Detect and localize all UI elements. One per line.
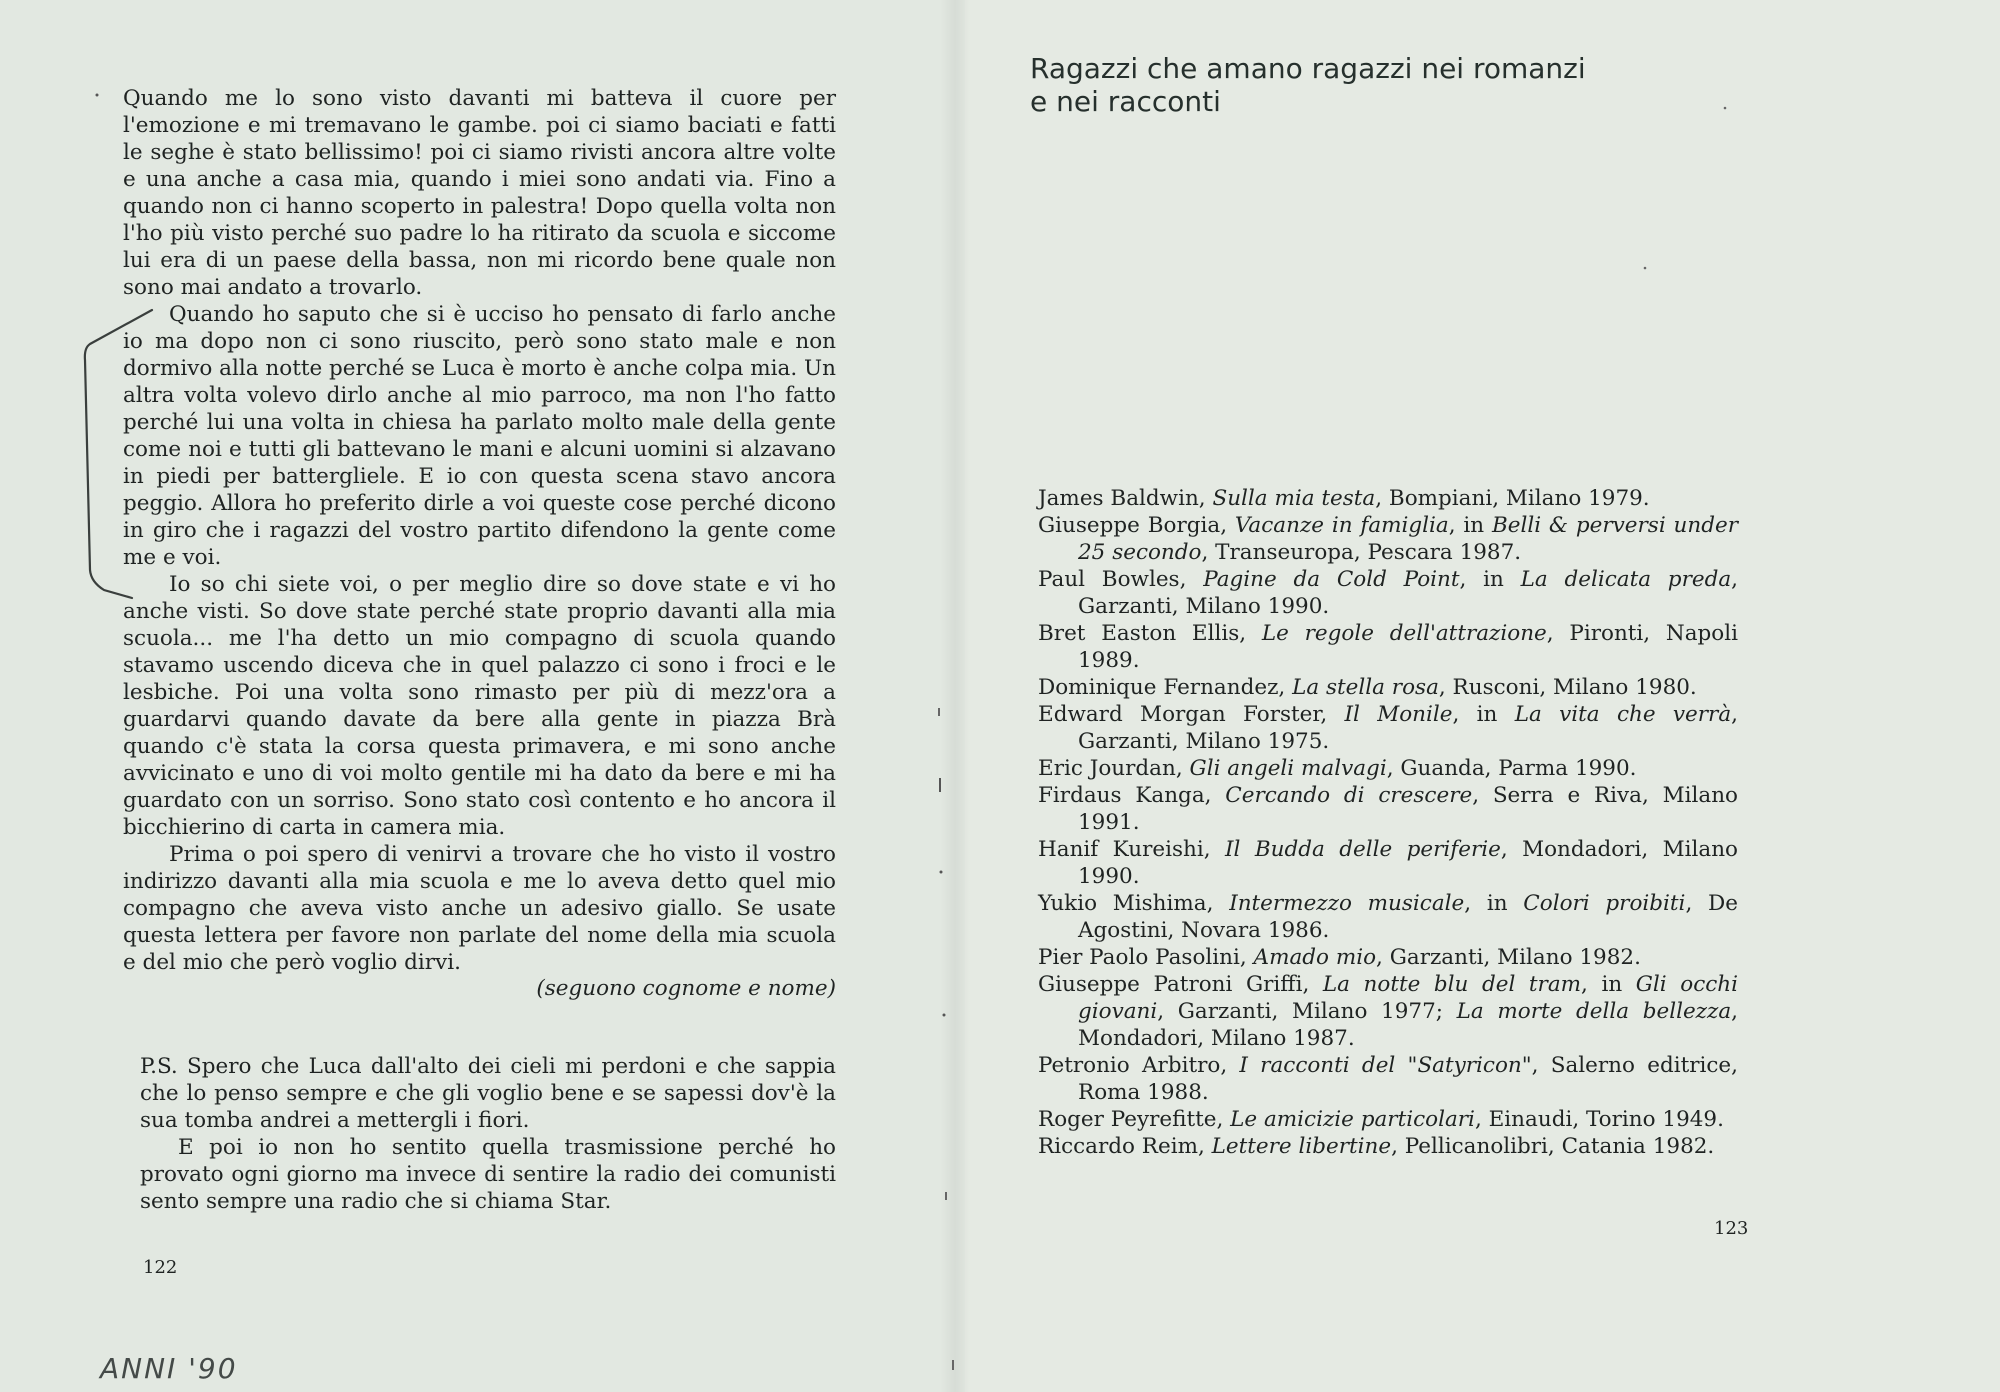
postscript-paragraph: P.S. Spero che Luca dall'alto dei cieli mi perdoni e che sappia che lo penso sempre e che gli voglio bene e se sapessi dov'è la sua tomba andrei a mettergli i fiori. — [140, 1054, 836, 1133]
publication-info: , in — [1448, 513, 1492, 538]
work-title: Belli & perversi under 25 secondo — [1078, 513, 1738, 565]
work-title: Sulla mia testa — [1212, 486, 1376, 511]
work-title: Vacanze in famiglia — [1234, 513, 1449, 538]
publication-info: , in — [1459, 567, 1521, 592]
work-title: Cercando di crescere — [1225, 783, 1473, 808]
page-number-left: 122 — [143, 1257, 178, 1278]
work-title: La delicata preda — [1520, 567, 1732, 592]
work-title: Intermezzo musicale — [1229, 891, 1465, 916]
handwritten-note: ANNI '90 — [100, 1352, 238, 1385]
author-name: James Baldwin, — [1038, 486, 1213, 511]
publication-info: , Garzanti, Milano 1990. — [1078, 567, 1738, 619]
letter-paragraph: Prima o poi spero di venirvi a trovare che ho visto il vostro indirizzo davanti alla mia scuola e me lo aveva detto quel mio compagno che aveva visto anche un adesivo giallo. Se usate questa lettera per favore non parlate del nome della mia scuola e del mio che però voglio dirvi. — [123, 842, 836, 975]
publication-info: , Rusconi, Milano 1980. — [1438, 675, 1697, 700]
publication-info: , Serra e Riva, Milano 1991. — [1078, 783, 1738, 835]
publication-info: , Garzanti, Milano 1982. — [1376, 945, 1641, 970]
work-title: Colori proibiti — [1523, 891, 1686, 916]
publication-info: , Guanda, Parma 1990. — [1386, 756, 1637, 781]
postscript-paragraph: E poi io non ho sentito quella trasmissione perché ho provato ogni giorno ma invece di sentire la radio dei comunisti sento sempre una radio che si chiama Star. — [140, 1135, 836, 1214]
author-name: Roger Peyrefitte, — [1038, 1107, 1231, 1132]
author-name: Dominique Fernandez, — [1038, 675, 1293, 700]
publication-info: , Transeuropa, Pescara 1987. — [1201, 540, 1522, 565]
author-name: Petronio Arbitro, — [1038, 1053, 1240, 1078]
letter-signature: (seguono cognome e nome) — [536, 976, 836, 1001]
author-name: Giuseppe Borgia, — [1038, 513, 1235, 538]
work-title: La vita che verrà — [1514, 702, 1732, 727]
author-name: Riccardo Reim, — [1038, 1134, 1212, 1159]
work-title: Le amicizie particolari — [1230, 1107, 1475, 1132]
publication-info: , De Agostini, Novara 1986. — [1078, 891, 1738, 943]
author-name: Firdaus Kanga, — [1038, 783, 1226, 808]
work-title: Amado mio — [1253, 945, 1377, 970]
publication-info: , Garzanti, Milano 1975. — [1078, 702, 1738, 754]
publication-info: , Bompiani, Milano 1979. — [1375, 486, 1650, 511]
publication-info: , Mondadori, Milano 1987. — [1078, 999, 1738, 1051]
work-title: La morte della bellezza — [1456, 999, 1732, 1024]
publication-info: , Pellicanolibri, Catania 1982. — [1391, 1134, 1715, 1159]
work-title: La stella rosa — [1292, 675, 1439, 700]
work-title: La notte blu del tram — [1322, 972, 1582, 997]
work-title: Le regole dell'attrazione — [1261, 621, 1547, 646]
author-name: Yukio Mishima, — [1038, 891, 1230, 916]
author-name: Paul Bowles, — [1038, 567, 1204, 592]
publication-info: , Salerno editrice, Roma 1988. — [1078, 1053, 1738, 1105]
publication-info: , in — [1464, 891, 1524, 916]
publication-info: , Garzanti, Milano 1977; — [1157, 999, 1457, 1024]
publication-info: , Pironti, Napoli 1989. — [1078, 621, 1738, 673]
work-title: Pagine da Cold Point — [1203, 567, 1460, 592]
page-number-right: 123 — [1714, 1218, 1749, 1239]
work-title: Gli occhi giovani — [1078, 972, 1739, 1024]
letter-paragraph: Quando me lo sono visto davanti mi batteva il cuore per l'emozione e mi tremavano le gambe. poi ci siamo baciati e fatti le seghe è stato bellissimo! poi ci siamo rivisti ancora altre volte e una anche a casa mia, quando i miei sono andati via. Fino a quando non ci hanno scoperto in palestra! Dopo quella volta non l'ho più visto perché suo padre lo ha ritirato da scuola e siccome lui era di un paese della bassa, non mi ricordo bene quale non sono mai andato a trovarlo. — [123, 86, 836, 300]
publication-info: , in — [1452, 702, 1515, 727]
work-title: Lettere libertine — [1211, 1134, 1392, 1159]
author-name: Giuseppe Patroni Griffi, — [1038, 972, 1323, 997]
work-title: Gli angeli malvagi — [1189, 756, 1387, 781]
letter-paragraph: Io so chi siete voi, o per meglio dire so dove state e vi ho anche visti. So dove state perché state proprio davanti alla mia scuola... me l'ha detto un mio compagno di scuola quando stavamo uscendo diceva che in quel palazzo ci sono i froci e le lesbiche. Poi una volta sono rimasto per più di mezz'ora a guardarvi quando davate da bere alla gente in piazza Brà quando c'è stata la corsa questa primavera, e mi sono anche avvicinato e uno di voi molto gentile mi ha dato da bere e mi ha guardato con un sorriso. Sono stato così contento e ho ancora il bicchierino di carta in camera mia. — [123, 572, 836, 840]
work-title: I racconti del "Satyricon" — [1239, 1053, 1532, 1078]
letter-paragraph: Quando ho saputo che si è ucciso ho pensato di farlo anche io ma dopo non ci sono riuscito, però sono stato male e non dormivo alla notte perché se Luca è morto è anche colpa mia. Un altra volta volevo dirlo anche al mio parroco, ma non l'ho fatto perché lui una volta in chiesa ha parlato molto male della gente come noi e tutti gli battevano le mani e alcuni uomini si alzavano in piedi per battergliele. E io con questa scena stavo ancora peggio. Allora ho preferito dirle a voi queste cose perché dicono in giro che i ragazzi del vostro partito difendono la gente come me e voi. — [123, 302, 836, 570]
chapter-title-line: e nei racconti — [1030, 85, 1221, 118]
author-name: Edward Morgan Forster, — [1038, 702, 1345, 727]
author-name: Bret Easton Ellis, — [1038, 621, 1262, 646]
author-name: Eric Jourdan, — [1038, 756, 1190, 781]
publication-info: , Einaudi, Torino 1949. — [1474, 1107, 1724, 1132]
author-name: Hanif Kureishi, — [1038, 837, 1226, 862]
publication-info: , in — [1581, 972, 1636, 997]
work-title: Il Budda delle periferie — [1225, 837, 1501, 862]
publication-info: , Mondadori, Milano 1990. — [1078, 837, 1738, 889]
work-title: Il Monile — [1344, 702, 1453, 727]
author-name: Pier Paolo Pasolini, — [1038, 945, 1254, 970]
chapter-title-line: Ragazzi che amano ragazzi nei romanzi — [1030, 52, 1586, 85]
